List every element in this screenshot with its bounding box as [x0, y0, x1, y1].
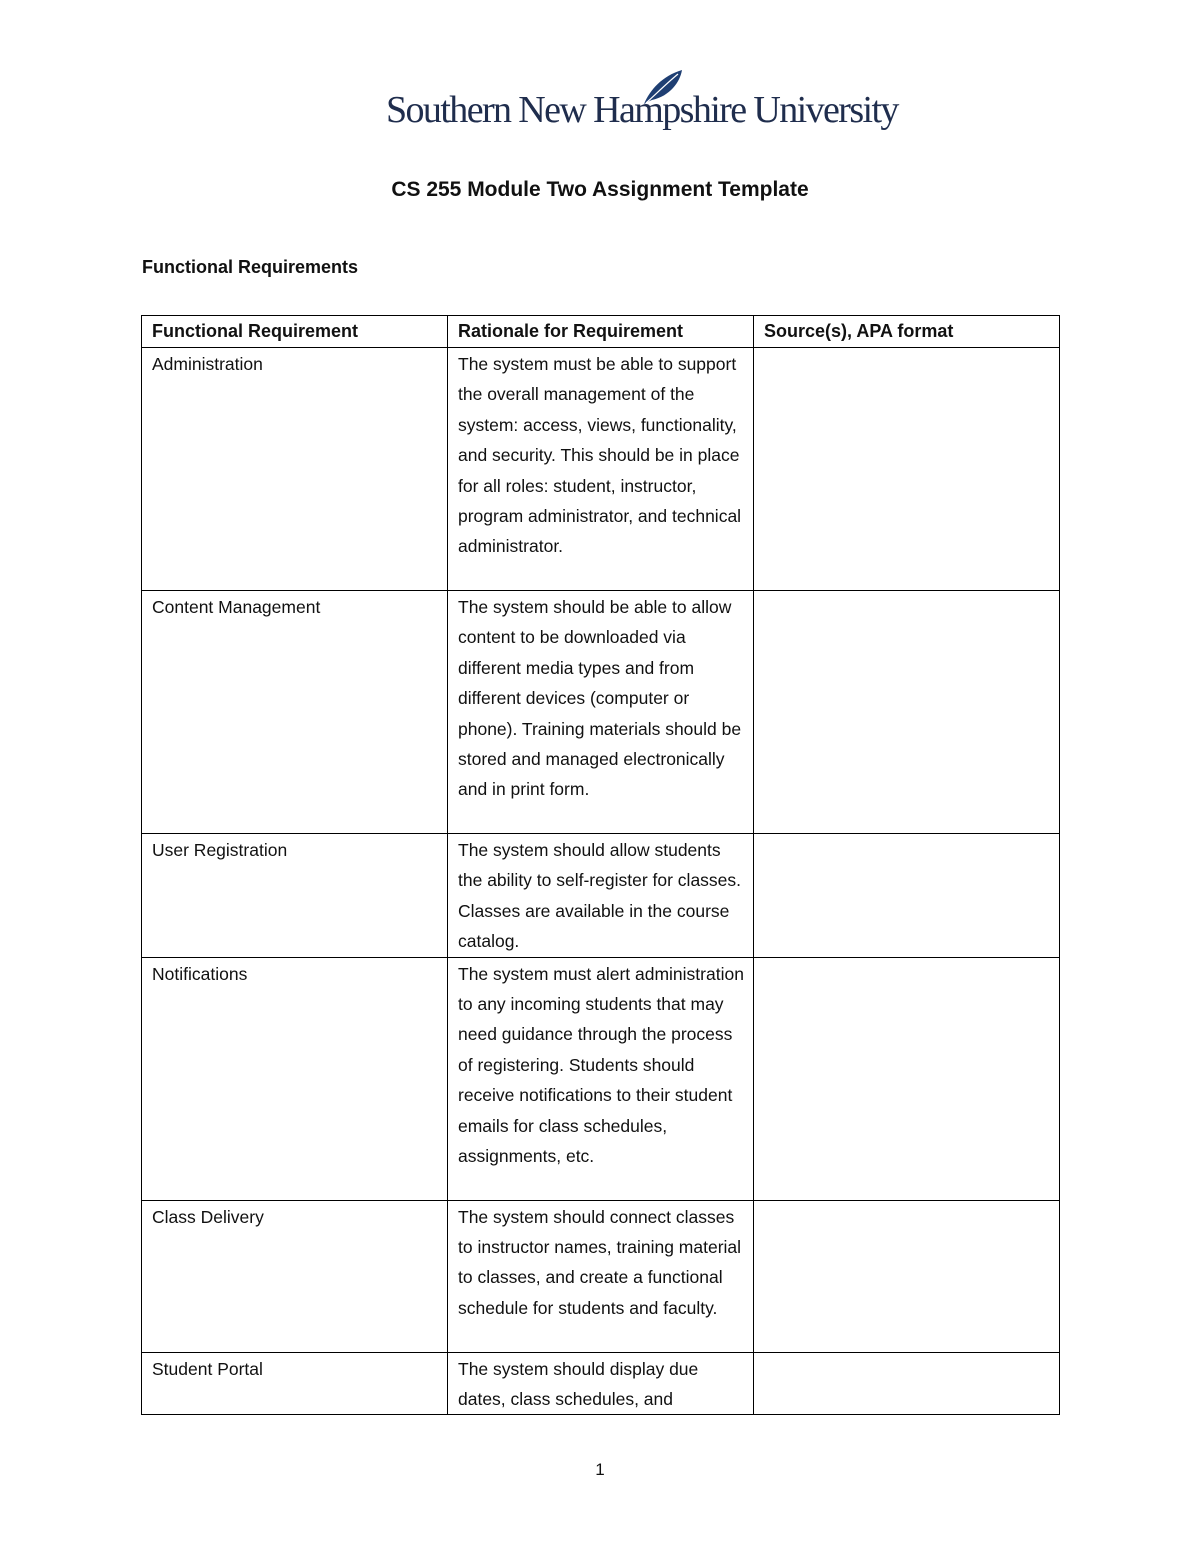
- sources-cell[interactable]: [754, 834, 1060, 958]
- table-row: [142, 957, 1060, 1200]
- logo-wordmark: Southern New Hampshire University: [386, 89, 898, 131]
- sources-cell[interactable]: [754, 1352, 1060, 1415]
- requirement-cell: Content Management: [142, 591, 448, 834]
- table-row: [142, 1352, 1060, 1415]
- table-row: [142, 348, 1060, 591]
- section-heading: Functional Requirements: [142, 257, 359, 277]
- sources-cell[interactable]: [754, 348, 1060, 591]
- rationale-cell: The system must alert administration to any incoming students that may need guidance through the process of registering. Students should receive notifications to their student emails for class schedules, assignments, etc.: [448, 957, 754, 1200]
- sources-cell[interactable]: [754, 957, 1060, 1200]
- requirement-cell: User Registration: [142, 834, 448, 958]
- document-title: CS 255 Module Two Assignment Template: [391, 178, 809, 201]
- requirement-cell: Student Portal: [142, 1352, 448, 1415]
- rationale-cell: The system must be able to support the overall management of the system: access, views, functionality, and security. This should be in place for all roles: student, instructor, program administrator, and technical administrator.: [448, 348, 754, 591]
- requirements-table: [141, 315, 1060, 1415]
- rationale-cell: The system should connect classes to instructor names, training material to classes, and create a functional schedule for students and faculty.: [448, 1200, 754, 1352]
- table-row: [142, 591, 1060, 834]
- column-header-sources: Source(s), APA format: [754, 316, 1060, 348]
- sources-cell[interactable]: [754, 591, 1060, 834]
- table-header-row: [142, 316, 1060, 348]
- page-number: 1: [595, 1460, 605, 1479]
- column-header-rationale: Rationale for Requirement: [448, 316, 754, 348]
- requirement-cell: Administration: [142, 348, 448, 591]
- requirement-cell: Notifications: [142, 957, 448, 1200]
- table-row: [142, 1200, 1060, 1352]
- table-row: [142, 834, 1060, 958]
- university-logo: [386, 68, 898, 140]
- column-header-requirement: Functional Requirement: [142, 316, 448, 348]
- rationale-cell: The system should allow students the ability to self-register for classes. Classes are available in the course catalog.: [448, 834, 754, 958]
- requirement-cell: Class Delivery: [142, 1200, 448, 1352]
- rationale-cell: The system should display due dates, class schedules, and: [448, 1352, 754, 1415]
- sources-cell[interactable]: [754, 1200, 1060, 1352]
- rationale-cell: The system should be able to allow content to be downloaded via different media types and from different devices (computer or phone). Training materials should be stored and managed electronically and in print form.: [448, 591, 754, 834]
